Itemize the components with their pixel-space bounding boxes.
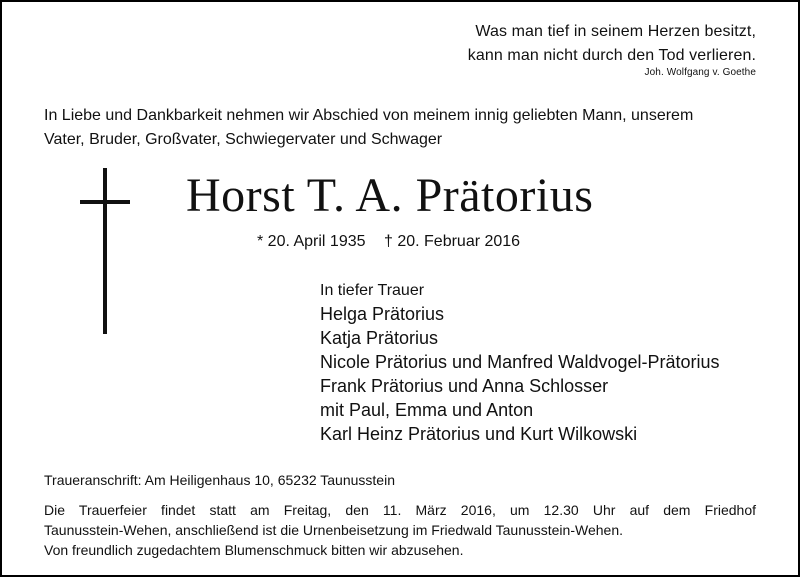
ceremony-line-2: Taunusstein-Wehen, anschließend ist die Urnenbeisetzung im Friedwald Taunusstein-Wehen. [44,522,623,538]
quote-line-2: kann man nicht durch den Tod verlieren. [467,47,756,64]
deceased-name: Horst T. A. Prätorius [186,169,594,222]
birth-date: * 20. April 1935 [257,233,366,250]
ceremony-line-1: Die Trauerfeier findet statt am Freitag, den 11. März 2016, um 12.30 Uhr auf dem Friedhof [44,502,756,518]
ceremony-line-3: Von freundlich zugedachtem Blumenschmuck bitten wir abzusehen. [44,542,464,558]
mourning-address: Traueranschrift: Am Heiligenhaus 10, 65232 Taunusstein [44,472,395,488]
mourning-lead: In tiefer Trauer [320,282,425,299]
mourner-name: mit Paul, Emma und Anton [320,400,534,420]
mourner-name: Helga Prätorius [320,304,445,324]
ceremony-info [44,500,756,560]
cross-icon [80,168,130,334]
intro-line-1: In Liebe und Dankbarkeit nehmen wir Abschied von meinem innig geliebten Mann, unserem [44,107,694,124]
goethe-quote [468,20,756,80]
quote-author: Joh. Wolfgang v. Goethe [644,67,756,78]
mourner-name: Karl Heinz Prätorius und Kurt Wilkowski [320,424,638,444]
mourner-name: Frank Prätorius und Anna Schlosser [320,376,609,396]
intro-text [44,104,764,152]
quote-line-1: Was man tief in seinem Herzen besitzt, [475,23,756,40]
intro-line-2: Vater, Bruder, Großvater, Schwiegervater und Schwager [44,131,443,148]
death-date: † 20. Februar 2016 [383,233,521,250]
mourner-name: Nicole Prätorius und Manfred Waldvogel-Prätorius [320,352,720,372]
life-dates [257,230,520,254]
mourner-name: Katja Prätorius [320,328,439,348]
mourners-block [320,280,720,446]
mourner-list [320,302,720,446]
